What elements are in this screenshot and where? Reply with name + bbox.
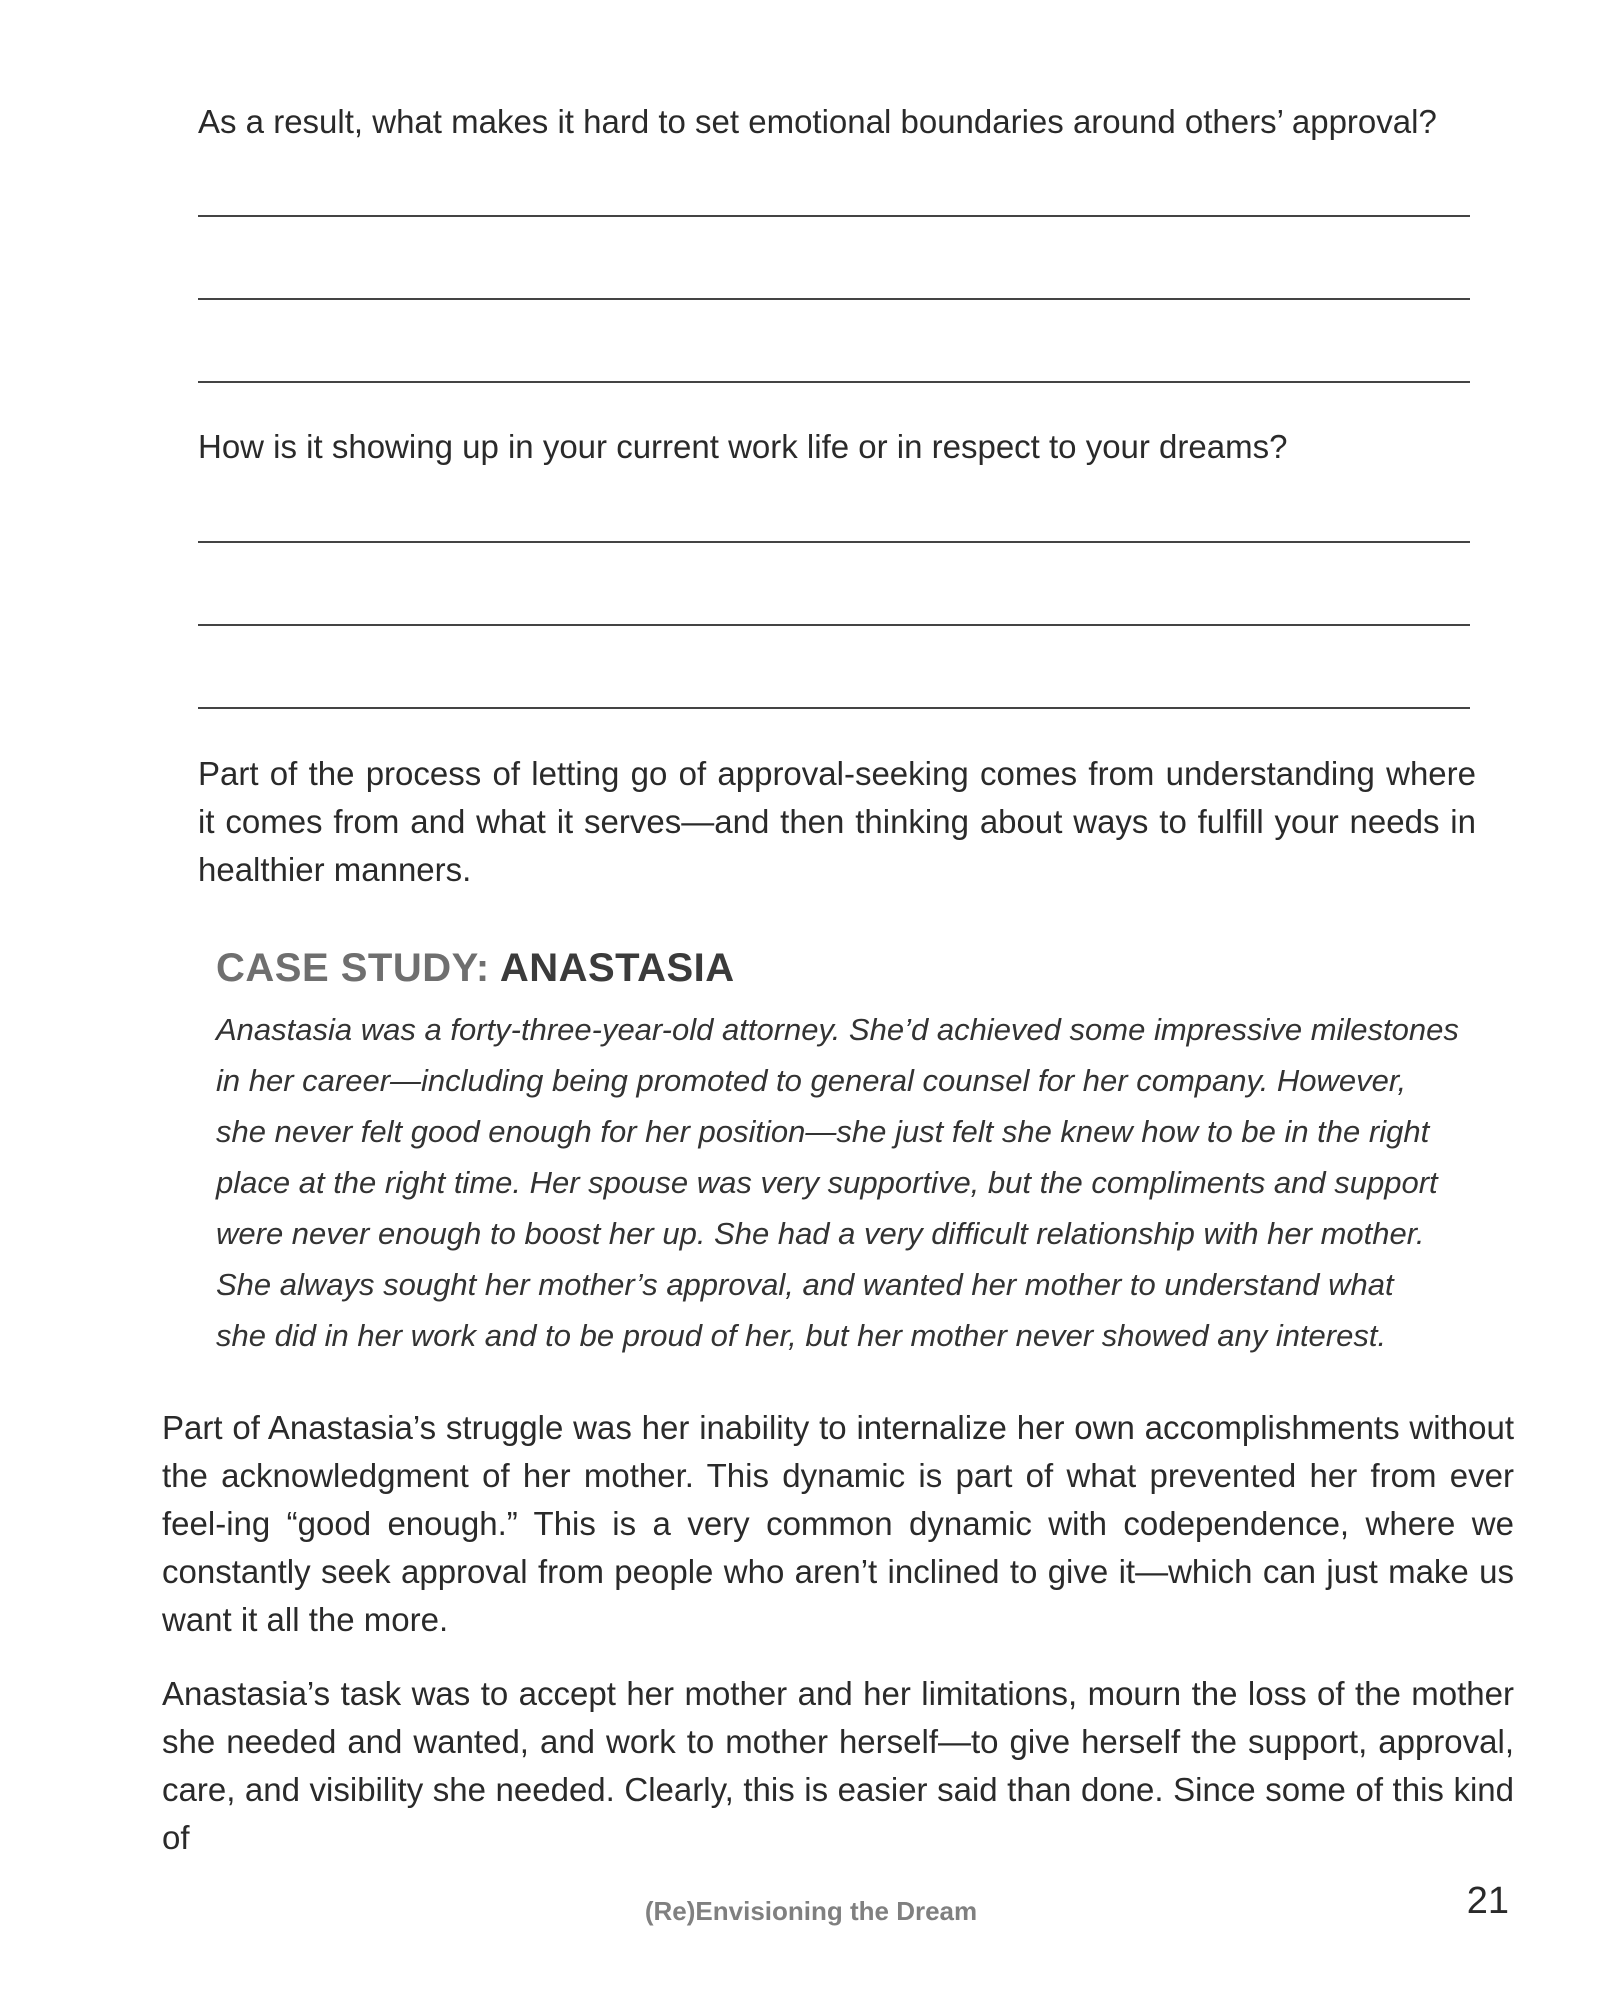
answer-line[interactable]: [198, 298, 1470, 300]
case-study-line: she did in her work and to be proud of her, but her mother never showed any interest.: [216, 1318, 1387, 1353]
answer-line[interactable]: [198, 541, 1470, 543]
body-paragraph-1: Part of Anastasia’s struggle was her inability to internalize her own accomplishments without the acknowledgment of her mother. This dynamic is part of what prevented her from ever feel-ing “good enough.” This is a very common dynamic with codependence, where we constantly seek approval from people who aren’t inclined to give it—which can just make us want it all the more.: [162, 1409, 1514, 1638]
question-2: How is it showing up in your current work life or in respect to your dreams?: [198, 428, 1288, 465]
case-study-line: were never enough to boost her up. She had a very difficult relationship with her mother.: [216, 1216, 1425, 1251]
footer-book-title: (Re)Envisioning the Dream: [644, 1896, 978, 1926]
case-study-line: Anastasia was a forty-three-year-old attorney. She’d achieved some impressive milestones: [216, 1012, 1459, 1047]
page-number: 21: [1466, 1880, 1509, 1922]
answer-line[interactable]: [198, 381, 1470, 383]
case-study-line: She always sought her mother’s approval, and wanted her mother to understand what: [216, 1267, 1394, 1302]
case-study-label: CASE STUDY:: [216, 946, 490, 990]
answer-line[interactable]: [198, 624, 1470, 626]
answer-line[interactable]: [198, 707, 1470, 709]
intro-paragraph: Part of the process of letting go of approval-seeking comes from understanding where it comes from and what it serves—and then thinking about ways to fulfill your needs in healthier manners.: [198, 755, 1476, 888]
question-1: As a result, what makes it hard to set emotional boundaries around others’ approval?: [198, 103, 1437, 140]
case-study-line: place at the right time. Her spouse was very supportive, but the compliments and support: [216, 1165, 1438, 1200]
case-study-name: ANASTASIA: [499, 946, 735, 990]
body-paragraph-2: Anastasia’s task was to accept her mother and her limitations, mourn the loss of the mother she needed and wanted, and work to mother herself—to give herself the support, approval, care, and visibility she needed. Clearly, this is easier said than done. Since some of this kind of: [162, 1675, 1514, 1856]
case-study-line: in her career—including being promoted to general counsel for her company. However,: [216, 1063, 1407, 1098]
case-study-text: [216, 1004, 1466, 1361]
answer-line[interactable]: [198, 215, 1470, 217]
case-study-title: [216, 946, 735, 991]
case-study-line: she never felt good enough for her position—she just felt she knew how to be in the right: [216, 1114, 1430, 1149]
